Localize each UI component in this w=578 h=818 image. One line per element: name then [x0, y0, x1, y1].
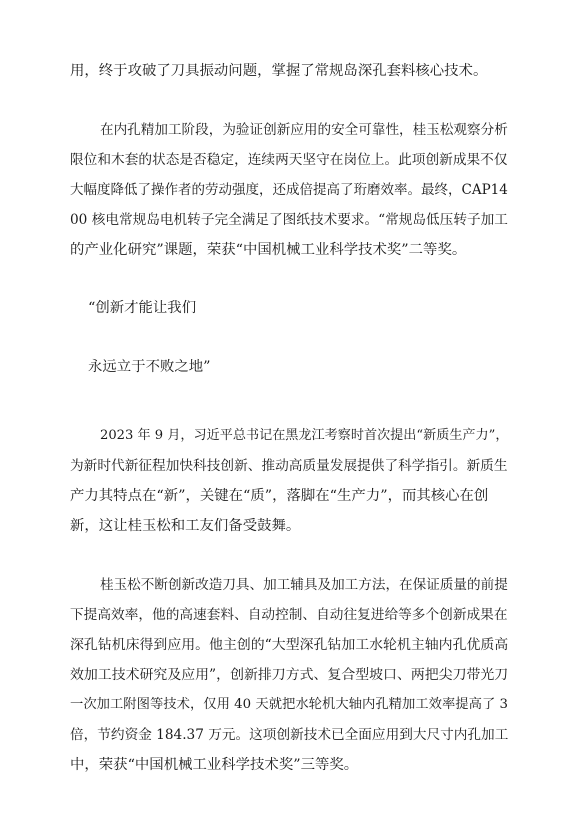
paragraph-3-line: 为新时代新征程加快科技创新、推动高质量发展提供了科学指引。新质生: [70, 458, 508, 474]
paragraph-4-line: 一次加工附图等技术，仅用 40 天就把水轮机大轴内孔精加工效率提高了 3: [70, 697, 508, 712]
paragraph-4-line: 深孔钻机床得到应用。他主创的“大型深孔钻加工水轮机主轴内孔优质高: [70, 637, 509, 653]
paragraph-3-line: 产力其特点在“新”，关键在“质”，落脚在“生产力”，而其核心在创: [70, 488, 489, 504]
paragraph-4-line: 中，荣获“中国机械工业科学技术奖”三等奖。: [70, 757, 359, 773]
paragraph-2-line: 限位和木套的状态是否稳定，连续两天坚守在岗位上。此项创新成果不仅: [70, 152, 508, 168]
paragraph-4-line: 下提高效率，他的高速套料、自动控制、自动往复进给等多个创新成果在: [70, 607, 508, 623]
paragraph-2-line: 大幅度降低了操作者的劳动强度，还成倍提高了珩磨效率。最终，CAP14: [70, 182, 508, 198]
paragraph-3-line: 新，这让桂玉松和工友们备受鼓舞。: [70, 518, 301, 534]
section-subheading-line: 永远立于不败之地”: [88, 359, 211, 375]
paragraph-4-line: 倍，节约资金 184.37 万元。这项创新技术已全面应用到大尺寸内孔加工: [70, 727, 509, 743]
paragraph-2-line: 00 核电常规岛电机转子完全满足了图纸技术要求。“常规岛低压转子加工: [70, 212, 508, 228]
paragraph-2-line: 的产业化研究”课题，荣获“中国机械工业科学技术奖”二等奖。: [70, 242, 467, 258]
paragraph-4-line: 桂玉松不断创新改造刀具、加工辅具及加工方法，在保证质量的前提: [100, 577, 508, 593]
paragraph-4-line: 效加工技术研究及应用”，创新排刀方式、复合型坡口、两把尖刀带光刀: [70, 667, 509, 683]
paragraph-3-line: 2023 年 9 月，习近平总书记在黑龙江考察时首次提出“新质生产力”，: [100, 428, 509, 443]
section-subheading-line: “创新才能让我们: [88, 300, 197, 316]
paragraph-2-line: 在内孔精加工阶段，为验证创新应用的安全可靠性，桂玉松观察分析: [100, 122, 508, 138]
paragraph-1-line: 用，终于攻破了刀具振动问题，掌握了常规岛深孔套料核心技术。: [70, 63, 488, 79]
